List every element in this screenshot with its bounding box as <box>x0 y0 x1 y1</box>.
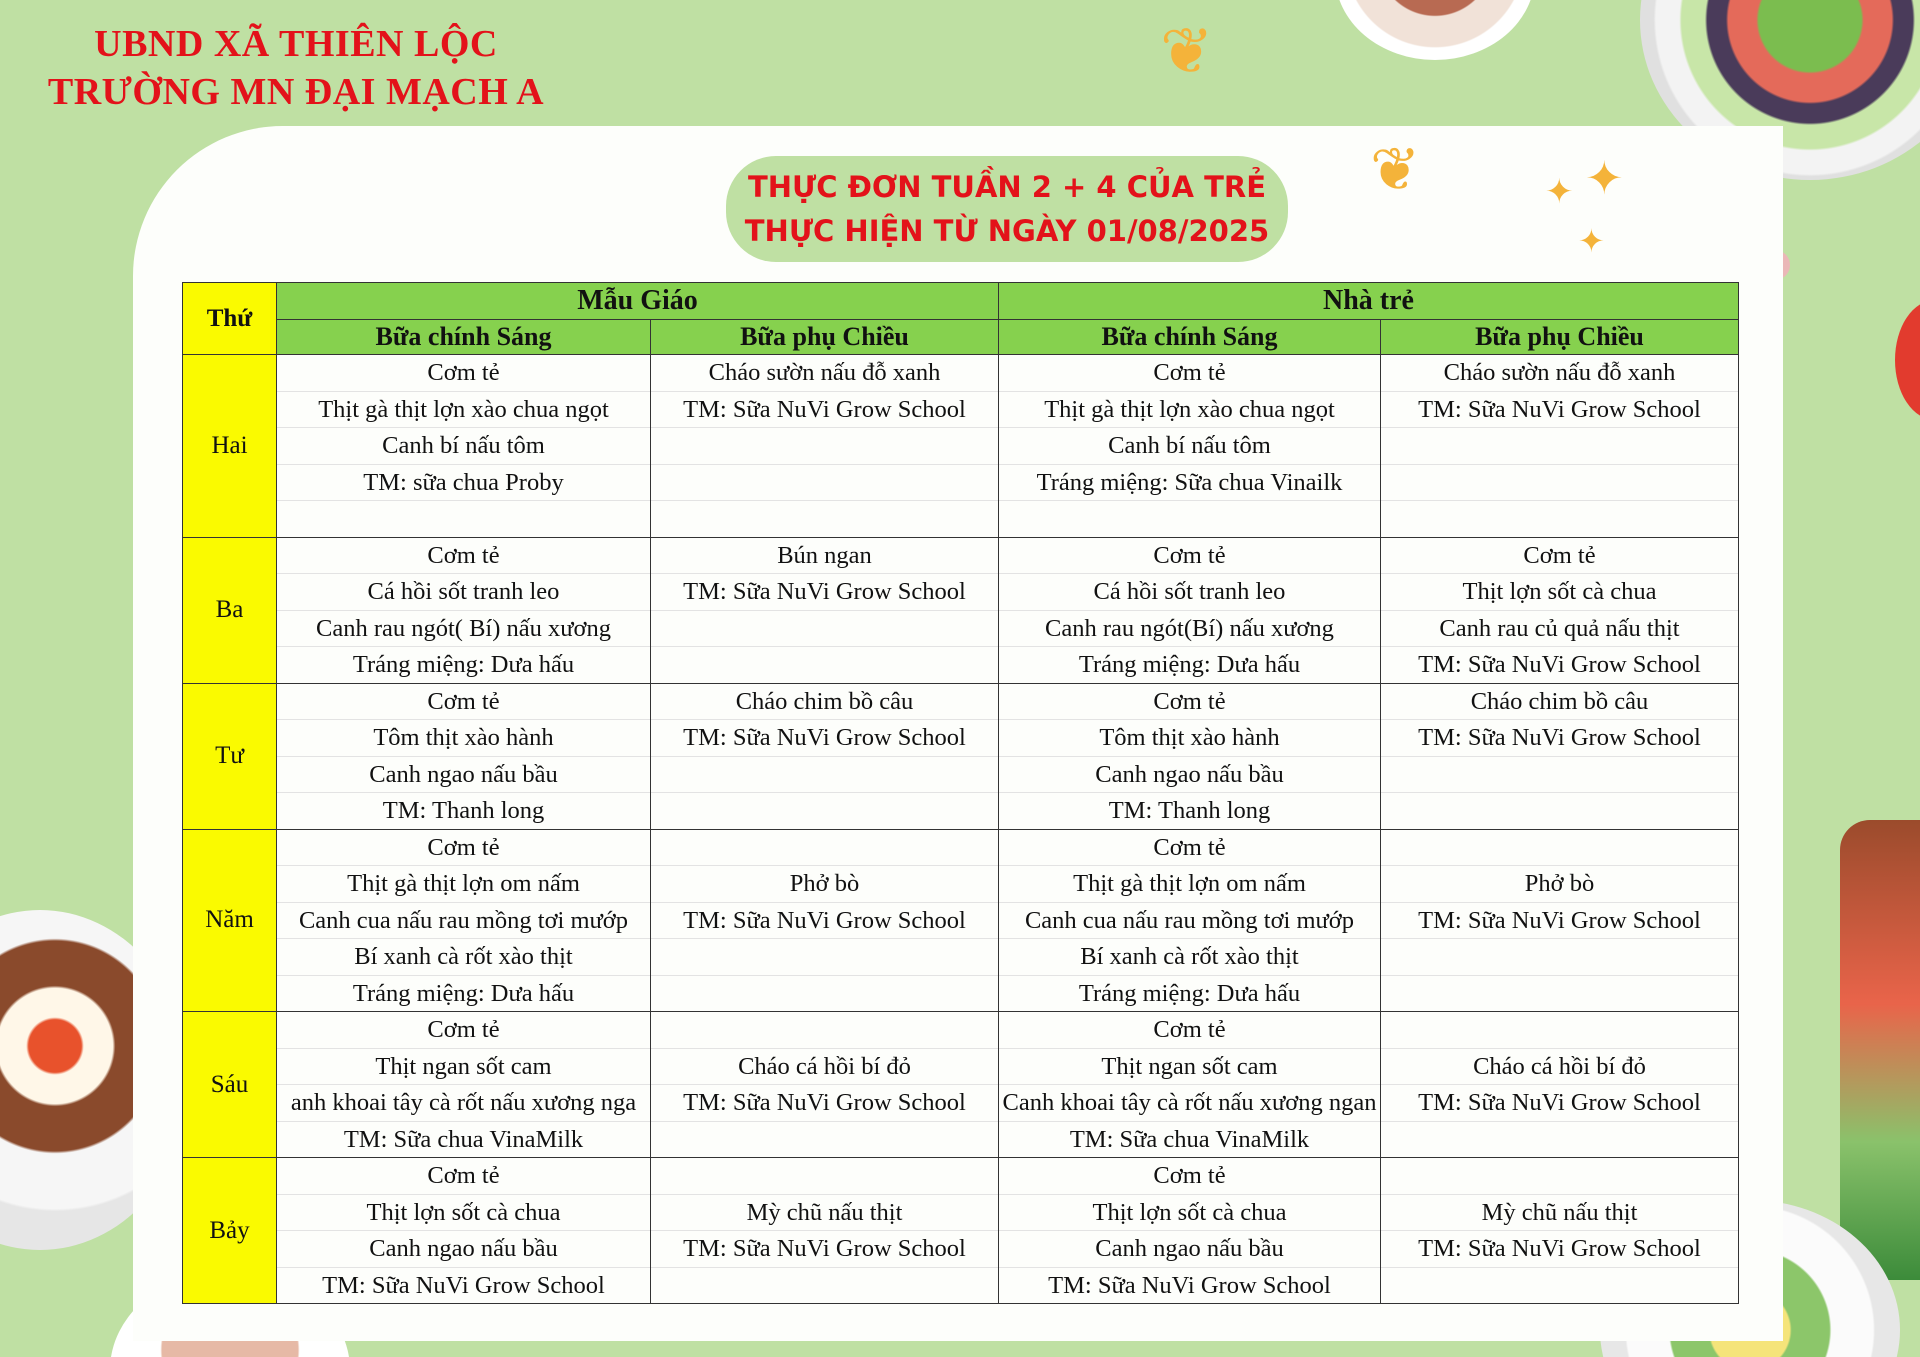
menu-line <box>651 830 998 867</box>
menu-line <box>651 428 998 465</box>
menu-line: Tráng miệng: Dưa hấu <box>352 651 575 678</box>
menu-line: Cơm tẻ <box>999 355 1380 392</box>
day-cell: Bảy <box>183 1158 277 1304</box>
table-row <box>183 1012 1739 1158</box>
menu-line: Thịt ngan sốt cam <box>999 1049 1380 1086</box>
menu-line: TM: Sữa NuVi Grow School <box>651 392 998 429</box>
menu-line: Thịt gà thịt lợn xào chua ngọt <box>999 392 1380 429</box>
menu-line: Cơm tẻ <box>277 538 650 575</box>
menu-line <box>651 1268 998 1304</box>
menu-line <box>651 793 998 829</box>
menu-line: Cơm tẻ <box>277 355 650 392</box>
day-cell: Tư <box>183 683 277 829</box>
menu-line: Canh rau củ quả nấu thịt <box>1381 611 1738 648</box>
menu-line: Cháo sườn nấu đỗ xanh <box>651 355 998 392</box>
table-row <box>183 829 1739 1012</box>
header-nha-tre: Nhà trẻ <box>999 283 1739 320</box>
menu-line <box>651 647 998 683</box>
menu-line: Cháo sườn nấu đỗ xanh <box>1381 355 1738 392</box>
menu-line: Cơm tẻ <box>277 830 650 867</box>
menu-line <box>1381 465 1738 502</box>
menu-line: TM: sữa chua Proby <box>277 465 650 502</box>
leaf-burst-icon: ❦ <box>1160 15 1214 89</box>
menu-line: Tráng miệng: Dưa hấu <box>1078 651 1301 678</box>
cell-nt-main <box>999 683 1381 829</box>
menu-line: TM: Sữa NuVi Grow School <box>1381 392 1738 429</box>
cell-mg-snack <box>651 1012 999 1158</box>
day-cell: Sáu <box>183 1012 277 1158</box>
cell-nt-snack <box>1381 1158 1739 1304</box>
table-row <box>183 537 1739 683</box>
menu-line <box>651 1158 998 1195</box>
menu-line <box>1381 1268 1738 1304</box>
menu-line: Cơm tẻ <box>277 1158 650 1195</box>
menu-line <box>1381 830 1738 867</box>
menu-line <box>651 465 998 502</box>
menu-line: TM: Sữa NuVi Grow School <box>322 1271 605 1299</box>
menu-line: Tráng miệng: Sữa chua Vinailk <box>999 465 1380 502</box>
menu-line: Thịt lợn sốt cà chua <box>277 1195 650 1232</box>
cell-nt-snack <box>1381 829 1739 1012</box>
cell-nt-main <box>999 1012 1381 1158</box>
menu-line: Phở bò <box>1381 866 1738 903</box>
menu-line: TM: Sữa NuVi Grow School <box>651 574 998 611</box>
menu-line <box>1381 501 1738 537</box>
menu-line <box>1381 757 1738 794</box>
menu-line: TM: Sữa NuVi Grow School <box>1381 720 1738 757</box>
table-row <box>183 355 1739 538</box>
day-cell: Hai <box>183 355 277 538</box>
menu-line: Cá hồi sốt tranh leo <box>277 574 650 611</box>
menu-line: Thịt lợn sốt cà chua <box>1381 574 1738 611</box>
cell-nt-snack <box>1381 355 1739 538</box>
sparkle-icon: ✦ <box>1578 222 1605 260</box>
menu-title <box>726 156 1288 262</box>
sparkle-icon: ✦ <box>1585 151 1624 205</box>
leaf-burst-icon: ❦ <box>1370 135 1421 205</box>
cell-nt-main <box>999 829 1381 1012</box>
org-line-1: UBND XÃ THIÊN LỘC <box>94 23 498 65</box>
menu-line: TM: Sữa chua VinaMilk <box>343 1125 584 1153</box>
menu-line: Canh ngao nấu bầu <box>277 1231 650 1268</box>
menu-line <box>999 501 1380 537</box>
menu-line <box>1381 793 1738 829</box>
menu-line: Cơm tẻ <box>999 684 1380 721</box>
menu-line <box>651 757 998 794</box>
menu-line: TM: Sữa NuVi Grow School <box>1418 651 1701 678</box>
menu-line: Canh bí nấu tôm <box>999 428 1380 465</box>
menu-line: Tráng miệng: Dưa hấu <box>352 979 575 1007</box>
menu-line: Canh cua nấu rau mồng tơi mướp <box>277 903 650 940</box>
header-mg-snack: Bữa phụ Chiều <box>651 320 999 355</box>
menu-line <box>1381 1012 1738 1049</box>
cell-mg-snack <box>651 829 999 1012</box>
menu-line: Thịt lợn sốt cà chua <box>999 1195 1380 1232</box>
menu-line: TM: Sữa NuVi Grow School <box>651 1231 998 1268</box>
menu-line: Cá hồi sốt tranh leo <box>999 574 1380 611</box>
menu-line: Cơm tẻ <box>999 1158 1380 1195</box>
cell-mg-snack <box>651 683 999 829</box>
menu-line: Cháo chim bồ câu <box>1381 684 1738 721</box>
menu-line: Cơm tẻ <box>277 1012 650 1049</box>
cell-nt-snack <box>1381 537 1739 683</box>
title-line-2: THỰC HIỆN TỪ NGÀY 01/08/2025 <box>744 214 1270 248</box>
cell-mg-main <box>277 537 651 683</box>
menu-line: Canh rau ngót( Bí) nấu xương <box>277 611 650 648</box>
header-mg-main: Bữa chính Sáng <box>277 320 651 355</box>
menu-line: anh khoai tây cà rốt nấu xương nga <box>277 1085 650 1122</box>
menu-line <box>651 501 998 537</box>
table-row <box>183 1158 1739 1304</box>
menu-line: Cháo cá hồi bí đỏ <box>651 1049 998 1086</box>
menu-line: Tráng miệng: Dưa hấu <box>1078 979 1301 1007</box>
menu-line: TM: Thanh long <box>1108 797 1271 824</box>
menu-line: Cơm tẻ <box>1381 538 1738 575</box>
bowl-illustration-top-center <box>1335 0 1535 60</box>
menu-line: Canh cua nấu rau mồng tơi mướp <box>999 903 1380 940</box>
menu-line: TM: Thanh long <box>382 797 545 824</box>
menu-line: Cơm tẻ <box>999 830 1380 867</box>
cell-mg-snack <box>651 355 999 538</box>
sparkle-icon: ✦ <box>1545 172 1574 212</box>
menu-line: Thịt gà thịt lợn om nấm <box>999 866 1380 903</box>
cell-nt-snack <box>1381 1012 1739 1158</box>
menu-line: TM: Sữa NuVi Grow School <box>1381 903 1738 940</box>
menu-line: Cơm tẻ <box>277 684 650 721</box>
menu-line: Canh ngao nấu bầu <box>999 1231 1380 1268</box>
menu-line <box>651 1122 998 1158</box>
menu-line: Phở bò <box>651 866 998 903</box>
organization-name <box>36 20 556 116</box>
menu-line: Cơm tẻ <box>999 538 1380 575</box>
menu-line: TM: Sữa NuVi Grow School <box>1381 1231 1738 1268</box>
menu-line: Thịt gà thịt lợn om nấm <box>277 866 650 903</box>
menu-line: Canh ngao nấu bầu <box>277 757 650 794</box>
menu-line: Cháo cá hồi bí đỏ <box>1381 1049 1738 1086</box>
cell-mg-main <box>277 829 651 1012</box>
menu-line: Canh ngao nấu bầu <box>999 757 1380 794</box>
org-line-2: TRƯỜNG MN ĐẠI MẠCH A <box>47 71 545 113</box>
menu-line: Tôm thịt xào hành <box>999 720 1380 757</box>
menu-line: TM: Sữa chua VinaMilk <box>1069 1125 1310 1153</box>
menu-line <box>651 611 998 648</box>
title-line-1: THỰC ĐƠN TUẦN 2 + 4 CỦA TRẺ <box>747 170 1267 204</box>
cell-nt-main <box>999 537 1381 683</box>
menu-line: Canh bí nấu tôm <box>277 428 650 465</box>
day-cell: Năm <box>183 829 277 1012</box>
menu-line: Bún ngan <box>651 538 998 575</box>
menu-line <box>1381 1122 1738 1158</box>
menu-line: Bí xanh cà rốt xào thịt <box>277 939 650 976</box>
cell-mg-snack <box>651 537 999 683</box>
menu-line: Thịt gà thịt lợn xào chua ngọt <box>277 392 650 429</box>
menu-line: Cơm tẻ <box>999 1012 1380 1049</box>
menu-line <box>1381 428 1738 465</box>
menu-line: TM: Sữa NuVi Grow School <box>651 1085 998 1122</box>
menu-line: Thịt ngan sốt cam <box>277 1049 650 1086</box>
cell-mg-main <box>277 683 651 829</box>
tomato-illustration-right <box>1895 300 1920 420</box>
header-nt-main: Bữa chính Sáng <box>999 320 1381 355</box>
menu-line <box>651 1012 998 1049</box>
menu-table <box>182 282 1739 1304</box>
menu-line: Tôm thịt xào hành <box>277 720 650 757</box>
menu-line: Canh khoai tây cà rốt nấu xương ngan <box>999 1085 1380 1122</box>
cell-nt-snack <box>1381 683 1739 829</box>
header-day: Thứ <box>183 283 277 355</box>
menu-line: TM: Sữa NuVi Grow School <box>651 720 998 757</box>
menu-line: Bí xanh cà rốt xào thịt <box>999 939 1380 976</box>
menu-line: TM: Sữa NuVi Grow School <box>1048 1271 1331 1299</box>
salmon-board-illustration-right <box>1840 820 1920 1280</box>
menu-line: Mỳ chũ nấu thịt <box>1381 1195 1738 1232</box>
menu-line <box>1381 976 1738 1012</box>
cell-nt-main <box>999 1158 1381 1304</box>
menu-line: TM: Sữa NuVi Grow School <box>1381 1085 1738 1122</box>
day-cell: Ba <box>183 537 277 683</box>
cell-mg-main <box>277 355 651 538</box>
menu-line: Cháo chim bồ câu <box>651 684 998 721</box>
menu-line <box>1381 1158 1738 1195</box>
table-row <box>183 683 1739 829</box>
header-mau-giao: Mẫu Giáo <box>277 283 999 320</box>
cell-mg-main <box>277 1158 651 1304</box>
menu-line <box>651 976 998 1012</box>
cell-nt-main <box>999 355 1381 538</box>
menu-line: Canh rau ngót(Bí) nấu xương <box>999 611 1380 648</box>
cell-mg-snack <box>651 1158 999 1304</box>
menu-line <box>651 939 998 976</box>
cell-mg-main <box>277 1012 651 1158</box>
menu-line <box>1381 939 1738 976</box>
menu-line: Mỳ chũ nấu thịt <box>651 1195 998 1232</box>
header-nt-snack: Bữa phụ Chiều <box>1381 320 1739 355</box>
menu-line <box>277 501 650 537</box>
menu-line: TM: Sữa NuVi Grow School <box>651 903 998 940</box>
